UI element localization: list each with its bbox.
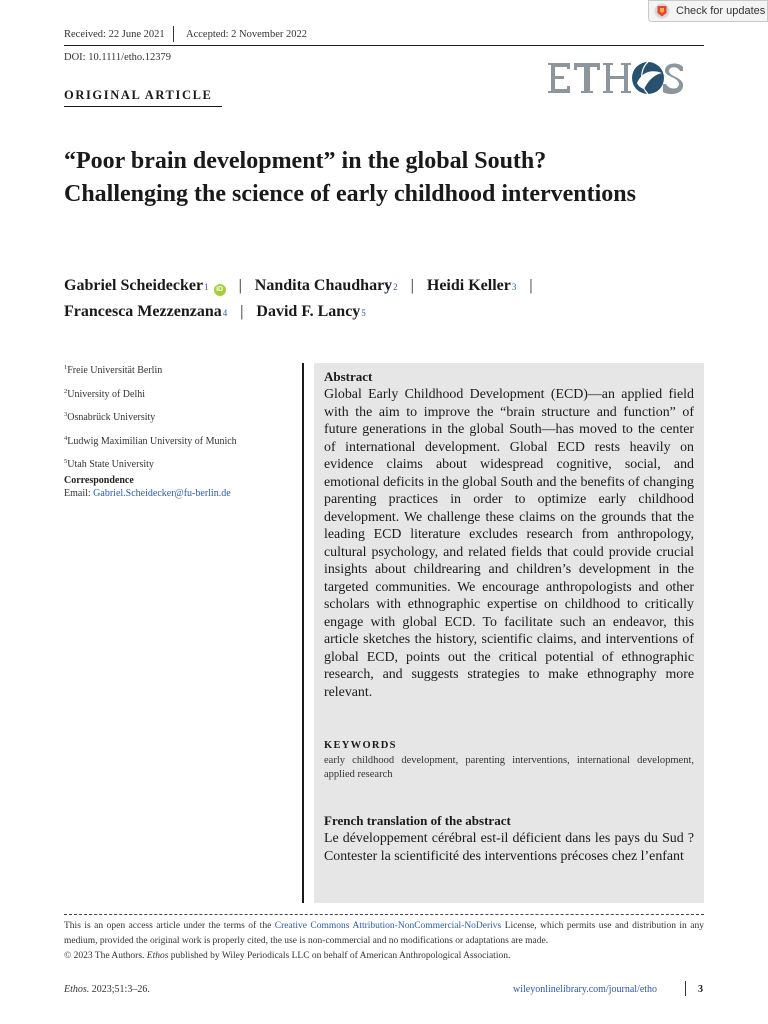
affiliation-text: Ludwig Maximilian University of Munich xyxy=(67,435,237,447)
affiliation-marker[interactable]: 4 xyxy=(222,308,228,318)
received-date: Received: 22 June 2021 xyxy=(64,29,165,40)
author-name[interactable]: Gabriel Scheidecker xyxy=(64,277,204,294)
affiliation-marker[interactable]: 2 xyxy=(393,282,398,292)
author-name[interactable]: Francesca Mezzenzana xyxy=(64,303,222,320)
affiliation-marker[interactable]: 5 xyxy=(361,308,366,318)
email-label: Email: xyxy=(64,488,94,499)
affiliation-text: Utah State University xyxy=(67,459,154,470)
author-separator: | xyxy=(410,277,414,294)
affiliation-item xyxy=(64,361,284,378)
journal-name: Ethos. xyxy=(64,984,90,995)
keywords-text: early childhood development, parenting interventions, international development, applied research xyxy=(324,755,694,780)
abstract-left-rule xyxy=(302,363,304,903)
license-text: License, which permits use and distribution in any medium, provided the original work is properly cited, the use is non-commercial and no modifications or adaptations are made. xyxy=(64,921,705,946)
correspondence-email-link[interactable]: Gabriel.Scheidecker@fu-berlin.de xyxy=(93,488,231,499)
copyright-journal: Ethos xyxy=(146,951,169,961)
license-link[interactable]: Creative Commons Attribution-NonCommercial-NoDerivs xyxy=(274,921,502,931)
affiliation-number: 3 xyxy=(64,411,68,418)
license-text: This is an open access article under the terms of the xyxy=(64,921,275,931)
journal-citation xyxy=(64,984,150,995)
page-divider xyxy=(685,981,686,996)
author-line xyxy=(64,277,546,295)
license-notice xyxy=(64,919,704,964)
affiliation-item xyxy=(64,432,284,449)
article-title: “Poor brain development” in the global South? Challenging the science of early childhood interventions xyxy=(64,148,636,207)
affiliation-number: 1 xyxy=(64,364,68,371)
affiliation-number: 4 xyxy=(64,434,68,442)
correspondence-heading: Correspondence xyxy=(64,475,134,486)
author-separator: | xyxy=(238,277,242,294)
header-rule xyxy=(64,45,704,46)
meta-divider xyxy=(173,26,174,42)
french-abstract-heading: French translation of the abstract xyxy=(324,813,511,828)
correspondence-email-line xyxy=(64,488,231,499)
abstract-text: Global Early Childhood Development (ECD)—an applied field with the aim to improve the “brain structure and function” of future generations in the global South—has moved to the center of international development. Global ECD rests heavily on evidence claims about widespread cognitive, social, and emotional deficits in the global South and the benefits of changing parenting practices in order to optimize early childhood development. We challenge these claims on the grounds that the leading ECD literature excludes research from anthropology, cultural psychology, and related fields that could provide crucial insights about childrearing and children’s development in the targeted communities. We encourage anthropologists and other scholars with ethnographic expertise on childhood to critically engage with global ECD. To facilitate such an endeavor, this article sketches the history, scientific claims, and interventions of global ECD, points out the critical potential of ethnographic research, and suggests strategies to make ethnography more relevant. xyxy=(324,387,694,700)
accepted-date: Accepted: 2 November 2022 xyxy=(186,29,308,40)
copyright-text: published by Wiley Periodicals LLC on behalf of American Anthropological Association. xyxy=(168,951,511,961)
author-name[interactable]: David F. Lancy xyxy=(256,303,361,320)
crossmark-icon xyxy=(654,3,670,19)
check-for-updates-label: Check for updates xyxy=(676,5,766,17)
affiliation-item xyxy=(64,455,284,472)
orcid-icon[interactable]: iD xyxy=(214,284,226,296)
keywords-heading: KEYWORDS xyxy=(324,740,397,751)
ethos-journal-logo xyxy=(545,55,705,101)
affiliation-number: 5 xyxy=(64,458,68,465)
citation-text: 2023;51:3–26. xyxy=(89,984,150,995)
affiliation-item xyxy=(64,385,284,402)
abstract-heading: Abstract xyxy=(324,369,373,384)
affiliation-item xyxy=(64,408,284,425)
footer-rule xyxy=(64,914,704,915)
french-abstract-text: Le développement cérébral est-il déficient dans les pays du Sud ? Contester la scientificité des interventions précoses chez l’enfant xyxy=(324,831,694,864)
author-separator: | xyxy=(240,303,244,320)
author-name[interactable]: Heidi Keller xyxy=(426,277,511,294)
article-type-underline xyxy=(64,106,222,107)
affiliation-marker[interactable]: 1 xyxy=(204,282,209,292)
doi: DOI: 10.1111/etho.12379 xyxy=(64,52,172,63)
article-type-label: ORIGINAL ARTICLE xyxy=(64,88,213,102)
author-name[interactable]: Nandita Chaudhary xyxy=(254,277,393,294)
copyright-text: © 2023 The Authors. xyxy=(64,951,147,961)
page-number: 3 xyxy=(698,984,703,995)
affiliation-number: 2 xyxy=(64,387,68,395)
affiliation-text: Osnabrück University xyxy=(67,412,156,423)
affiliation-text: University of Delhi xyxy=(67,388,146,400)
affiliation-text: Freie Universität Berlin xyxy=(67,365,163,376)
author-line xyxy=(64,303,366,321)
affiliation-marker[interactable]: 3 xyxy=(511,282,517,292)
affiliations-list xyxy=(64,361,284,479)
check-for-updates-badge[interactable] xyxy=(648,0,768,22)
journal-url-link[interactable]: wileyonlinelibrary.com/journal/etho xyxy=(513,984,658,995)
author-separator: | xyxy=(529,277,533,294)
